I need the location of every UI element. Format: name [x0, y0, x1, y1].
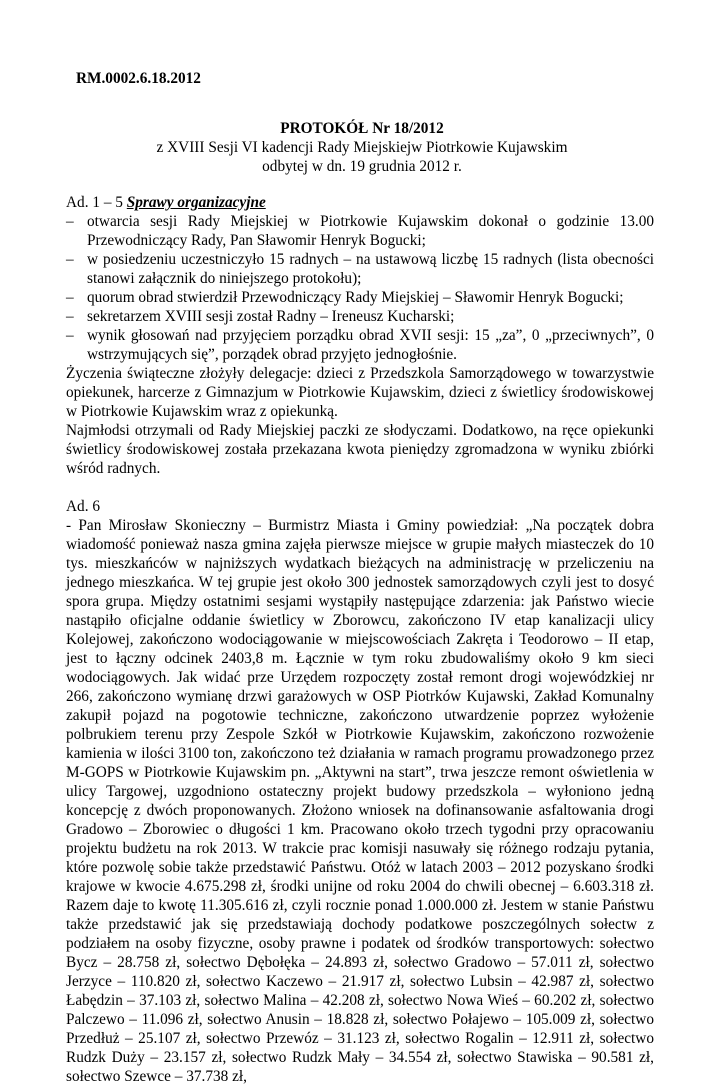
- bullet-dash: –: [66, 289, 74, 306]
- title-block: [60, 119, 664, 176]
- list-item: [66, 307, 654, 326]
- section2-heading: Ad. 6: [66, 498, 100, 515]
- list-item: [66, 326, 654, 364]
- list-item-text: otwarcia sesji Rady Miejskiej w Piotrkowie Kujawskim dokonał o godzinie 13.00 Przewodniczący Rady, Pan Sławomir Henryk Bogucki;: [87, 213, 654, 249]
- document-subtitle-line2: odbytej w dn. 19 grudnia 2012 r.: [262, 158, 462, 175]
- bullet-dash: –: [66, 251, 74, 268]
- bullet-dash: –: [66, 308, 74, 325]
- list-item: [66, 288, 654, 307]
- list-item-text: sekretarzem XVIII sesji został Radny – Ireneusz Kucharski;: [87, 308, 455, 325]
- section2-body: - Pan Mirosław Skonieczny – Burmistrz Miasta i Gminy powiedział: „Na początek dobra wiadomość ponieważ nasza gmina zajęła pierwsze miejsce w grupie małych miasteczek do 10 tys. mieszkańców w najniższych wydatkach bieżących na administrację w przeliczeniu na jednego mieszkańca. W tej grupie jest około 300 jednostek samorządowych czyli jest to dosyć spora grupa. Między ostatnimi sesjami wystąpiły następujące zdarzenia: jak Państwo wiecie nastąpiło oficjalne oddanie świetlicy w Zborowcu, zakończono IV etap kanalizacji ulicy Kolejowej, zakończono wodociągowanie w miejscowościach Zakręta i Teodorowo – II etap, jest to łączny odcinek 2403,8 m. Łącznie w tym roku zbudowaliśmy około 9 km sieci wodociągowych. Jak widać prze Urzędem rozpoczęty został remont drogi wojewódzkiej nr 266, zakończono wymianę drzwi garażowych w OSP Piotrków Kujawski, Zakład Komunalny zakupił pojazd na pogotowie techniczne, zakończono utwardzenie poprzez wyłożenie polbrukiem terenu przy Zespole Szkół w Piotrkowie Kujawskim, zakończono rozwożenie kamienia w ilości 3100 ton, zakończono też działania w ramach programu prowadzonego przez M-GOPS w Piotrkowie Kujawskim pn. „Aktywni na start”, trwa jeszcze remont oświetlenia w ulicy Targowej, uzgodniono ostateczny projekt budowy przedszkola – wyłoniono jedną koncepcję z dwóch proponowanych. Złożono wniosek na dofinansowanie asfaltowania drogi Gradowo – Zborowiec o długości 1 km. Pracowano około trzech tygodni przy opracowaniu projektu budżetu na rok 2013. W trakcie prac komisji nasuwały się różnego rodzaju pytania, które pozwolę sobie także przedstawić Państwu. Otóż w latach 2003 – 2012 pozyskano środki krajowe w kwocie 4.675.298 zł, środki unijne od roku 2004 do chwili obecnej – 6.603.318 zł. Razem daje to kwotę 11.305.616 zł, czyli rocznie ponad 1.000.000 zł. Jestem w stanie Państwu także przedstawić jak się przedstawiają dochody podatkowe poszczególnych sołectw z podziałem na osoby fizyczne, osoby prawne i podatek od środków transportowych: sołectwo Bycz – 28.758 zł, sołectwo Dębołęka – 24.893 zł, sołectwo Gradowo – 57.011 zł, sołectwo Jerzyce – 110.820 zł, sołectwo Kaczewo – 21.917 zł, sołectwo Lubsin – 42.987 zł, sołectwo Łabędzin – 37.103 zł, sołectwo Malina – 42.208 zł, sołectwo Nowa Wieś – 60.202 zł, sołectwo Palczewo – 11.096 zł, sołectwo Anusin – 18.828 zł, sołectwo Połajewo – 105.009 zł, sołectwo Przedłuż – 25.107 zł, sołectwo Przewóz – 31.123 zł, sołectwo Rogalin – 12.911 zł, sołectwo Rudzk Duży – 23.157 zł, sołectwo Rudzk Mały – 34.554 zł, sołectwo Stawiska – 90.581 zł, sołectwo Szewce – 37.738 zł,: [66, 517, 654, 1085]
- bullet-dash: –: [66, 213, 74, 230]
- list-item-text: quorum obrad stwierdził Przewodniczący Rady Miejskiej – Sławomir Henryk Bogucki;: [87, 289, 624, 306]
- paragraph-greetings: Życzenia świąteczne złożyły delegacje: dzieci z Przedszkola Samorządowego w towarzystwie opiekunek, harcerze z Gimnazjum w Piotrkowie Kujawskim, dzieci z świetlicy środowiskowej w Piotrkowie Kujawskim wraz z opiekunką.: [66, 365, 654, 420]
- list-item: [66, 250, 654, 288]
- list-item: [66, 212, 654, 250]
- document-content: [66, 193, 654, 1086]
- paragraph-gifts: Najmłodsi otrzymali od Rady Miejskiej paczki ze słodyczami. Dodatkowo, na ręce opiekunki świetlicy środowiskowej została przekazana kwota pieniędzy zgromadzona w wyniku zbiórki wśród radnych.: [66, 422, 654, 477]
- section1-heading-prefix: Ad. 1 – 5: [66, 194, 123, 211]
- document-reference: RM.0002.6.18.2012: [76, 70, 201, 87]
- document-subtitle-line1: z XVIII Sesji VI kadencji Rady Miejskiejw Piotrkowie Kujawskim: [156, 139, 568, 156]
- list-item-text: w posiedzeniu uczestniczyło 15 radnych – na ustawową liczbę 15 radnych (lista obecności stanowi załącznik do niniejszego protokołu);: [87, 251, 654, 287]
- agenda-list: [66, 212, 654, 364]
- bullet-dash: –: [66, 327, 74, 344]
- document-title: PROTOKÓŁ Nr 18/2012: [280, 120, 444, 137]
- list-item-text: wynik głosowań nad przyjęciem porządku obrad XVII sesji: 15 „za”, 0 „przeciwnych”, 0 wstrzymujących się”, porządek obrad przyjęto jednogłośnie.: [87, 327, 654, 363]
- spacer: [66, 478, 654, 497]
- section1-heading-title: Sprawy organizacyjne: [126, 194, 266, 211]
- section1-heading: [66, 193, 654, 212]
